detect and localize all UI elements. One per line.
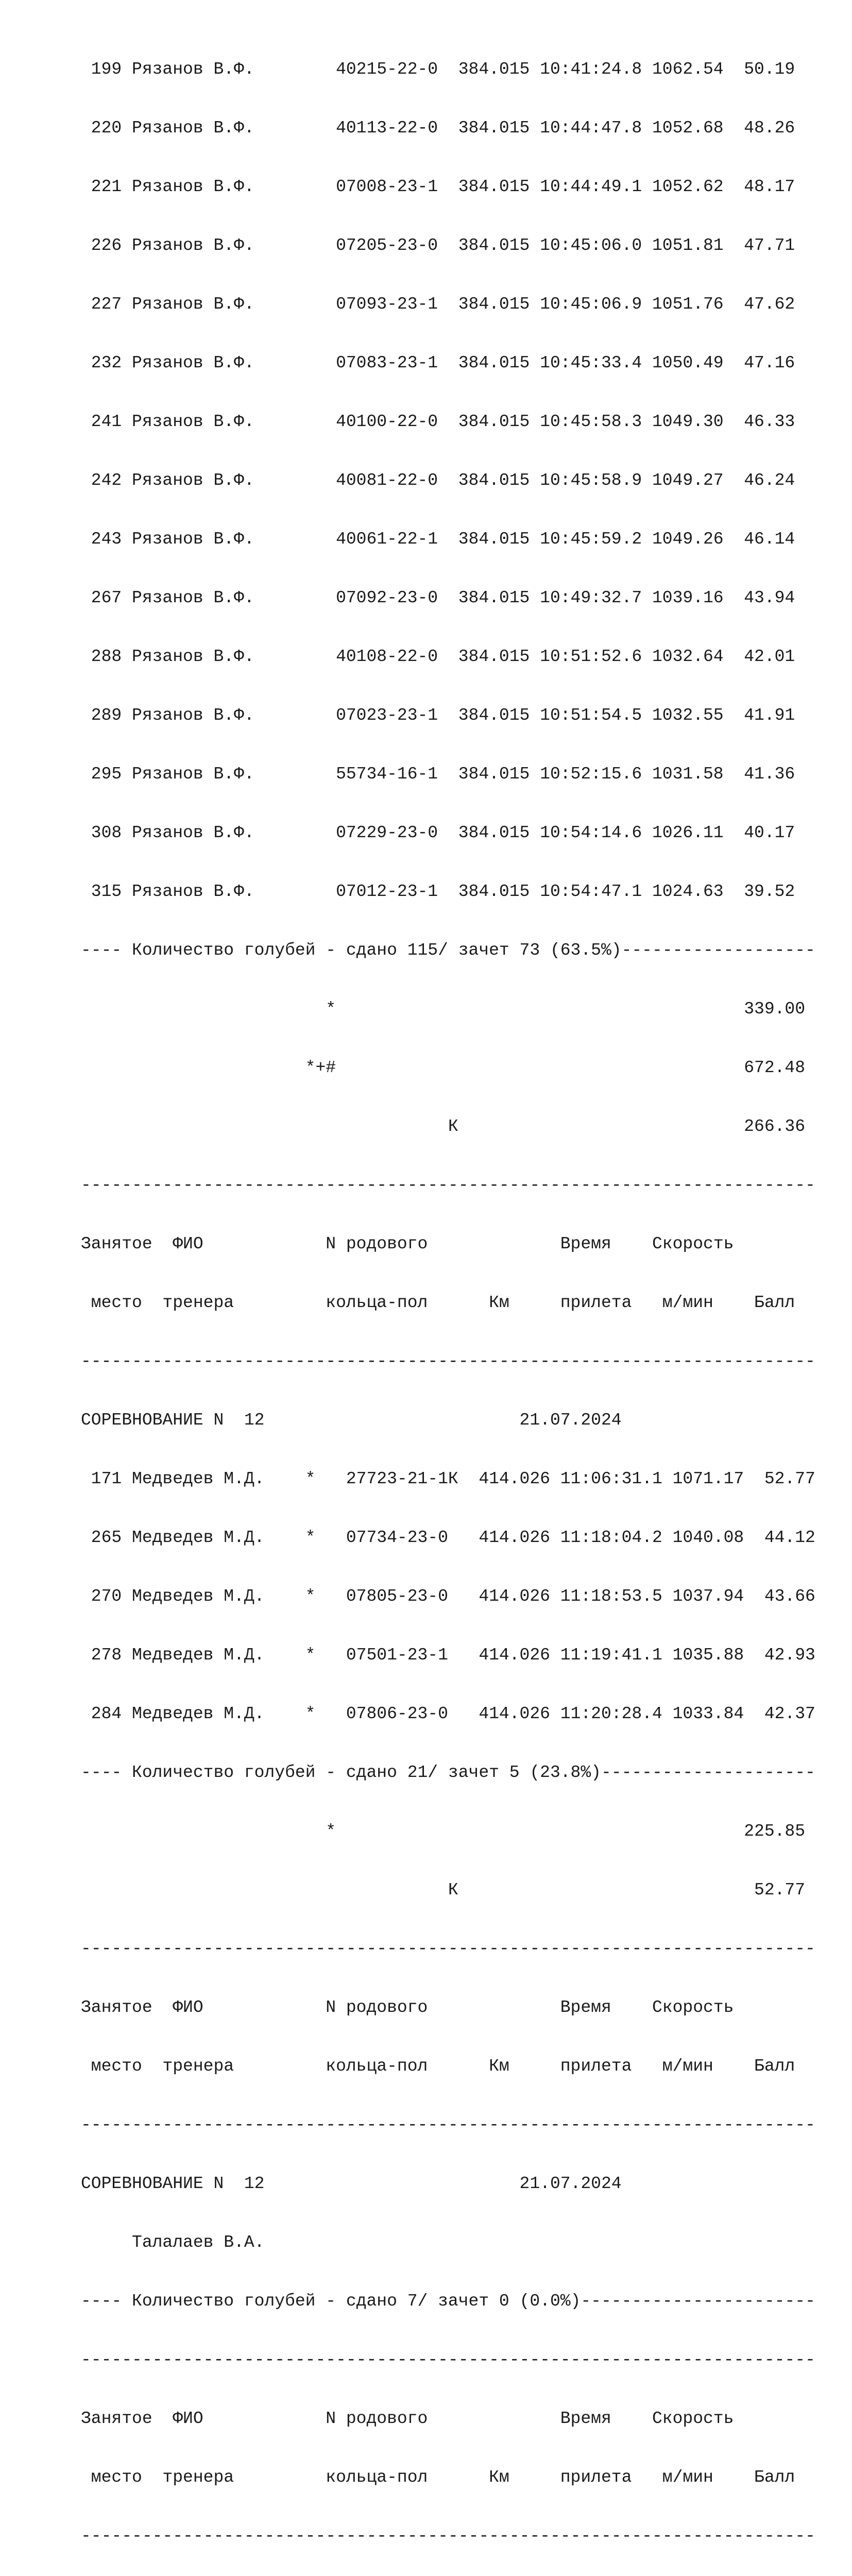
result-row: 226 Рязанов В.Ф. 07205-23-0 384.015 10:45:06.0 1051.81 47.71 — [81, 236, 795, 255]
score-total-line: *+# 672.48 — [81, 1058, 806, 1077]
summary-line: ---- Количество голубей - сдано 21/ зачет 5 (23.8%)--------------------- — [81, 1763, 815, 1782]
result-row: 267 Рязанов В.Ф. 07092-23-0 384.015 10:49:32.7 1039.16 43.94 — [81, 588, 795, 607]
separator-line: ------------------------------------------------------------------------ — [81, 1352, 815, 1371]
summary-line: ---- Количество голубей - сдано 7/ зачет 0 (0.0%)----------------------- — [81, 2292, 815, 2311]
column-header-line: Занятое ФИО N родового Время Скорость — [81, 1998, 734, 2017]
result-row: 295 Рязанов В.Ф. 55734-16-1 384.015 10:52:15.6 1031.58 41.36 — [81, 765, 795, 784]
score-total-line: * 225.85 — [81, 1822, 806, 1841]
trainer-name-line: Талалаев В.А. — [81, 2233, 265, 2252]
result-row: 308 Рязанов В.Ф. 07229-23-0 384.015 10:54:14.6 1026.11 40.17 — [81, 823, 795, 842]
result-row: 289 Рязанов В.Ф. 07023-23-1 384.015 10:51:54.5 1032.55 41.91 — [81, 706, 795, 725]
column-header-line: место тренера кольца-пол Км прилета м/мин Балл — [81, 2468, 795, 2487]
separator-line: ------------------------------------------------------------------------ — [81, 2350, 815, 2369]
separator-line: ------------------------------------------------------------------------ — [81, 1176, 815, 1195]
result-row: 171 Медведев М.Д. * 27723-21-1К 414.026 11:06:31.1 1071.17 52.77 — [81, 1469, 815, 1488]
column-header-line: Занятое ФИО N родового Время Скорость — [81, 1234, 734, 1253]
result-row: 199 Рязанов В.Ф. 40215-22-0 384.015 10:41:24.8 1062.54 50.19 — [81, 60, 795, 79]
result-row: 315 Рязанов В.Ф. 07012-23-1 384.015 10:54:47.1 1024.63 39.52 — [81, 882, 795, 901]
separator-line: ------------------------------------------------------------------------ — [81, 2527, 815, 2546]
separator-line: ------------------------------------------------------------------------ — [81, 2115, 815, 2134]
result-row: 278 Медведев М.Д. * 07501-23-1 414.026 11:19:41.1 1035.88 42.93 — [81, 1646, 815, 1665]
result-row: 284 Медведев М.Д. * 07806-23-0 414.026 11:20:28.4 1033.84 42.37 — [81, 1704, 815, 1723]
result-row: 241 Рязанов В.Ф. 40100-22-0 384.015 10:45:58.3 1049.30 46.33 — [81, 412, 795, 431]
result-row: 232 Рязанов В.Ф. 07083-23-1 384.015 10:45:33.4 1050.49 47.16 — [81, 353, 795, 372]
competition-title-line: СОРЕВНОВАНИЕ N 12 21.07.2024 — [81, 2174, 622, 2193]
column-header-line: место тренера кольца-пол Км прилета м/мин Балл — [81, 2057, 795, 2076]
result-row: 227 Рязанов В.Ф. 07093-23-1 384.015 10:45:06.9 1051.76 47.62 — [81, 295, 795, 314]
result-row: 243 Рязанов В.Ф. 40061-22-1 384.015 10:45:59.2 1049.26 46.14 — [81, 530, 795, 549]
competition-title-line: СОРЕВНОВАНИЕ N 12 21.07.2024 — [81, 1411, 622, 1430]
result-row: 242 Рязанов В.Ф. 40081-22-0 384.015 10:45:58.9 1049.27 46.24 — [81, 471, 795, 490]
column-header-line: место тренера кольца-пол Км прилета м/мин Балл — [81, 1293, 795, 1312]
results-report — [81, 21, 815, 2576]
summary-line: ---- Количество голубей - сдано 115/ зачет 73 (63.5%)------------------- — [81, 941, 815, 960]
result-row: 265 Медведев М.Д. * 07734-23-0 414.026 11:18:04.2 1040.08 44.12 — [81, 1528, 815, 1547]
separator-line: ------------------------------------------------------------------------ — [81, 1939, 815, 1958]
result-row: 288 Рязанов В.Ф. 40108-22-0 384.015 10:51:52.6 1032.64 42.01 — [81, 647, 795, 666]
result-row: 220 Рязанов В.Ф. 40113-22-0 384.015 10:44:47.8 1052.68 48.26 — [81, 118, 795, 138]
column-header-line: Занятое ФИО N родового Время Скорость — [81, 2409, 734, 2428]
score-total-line: * 339.00 — [81, 999, 806, 1019]
result-row: 270 Медведев М.Д. * 07805-23-0 414.026 11:18:53.5 1037.94 43.66 — [81, 1587, 815, 1606]
score-total-line: К 266.36 — [81, 1117, 806, 1136]
score-total-line: К 52.77 — [81, 1880, 806, 1900]
result-row: 221 Рязанов В.Ф. 07008-23-1 384.015 10:44:49.1 1052.62 48.17 — [81, 177, 795, 196]
